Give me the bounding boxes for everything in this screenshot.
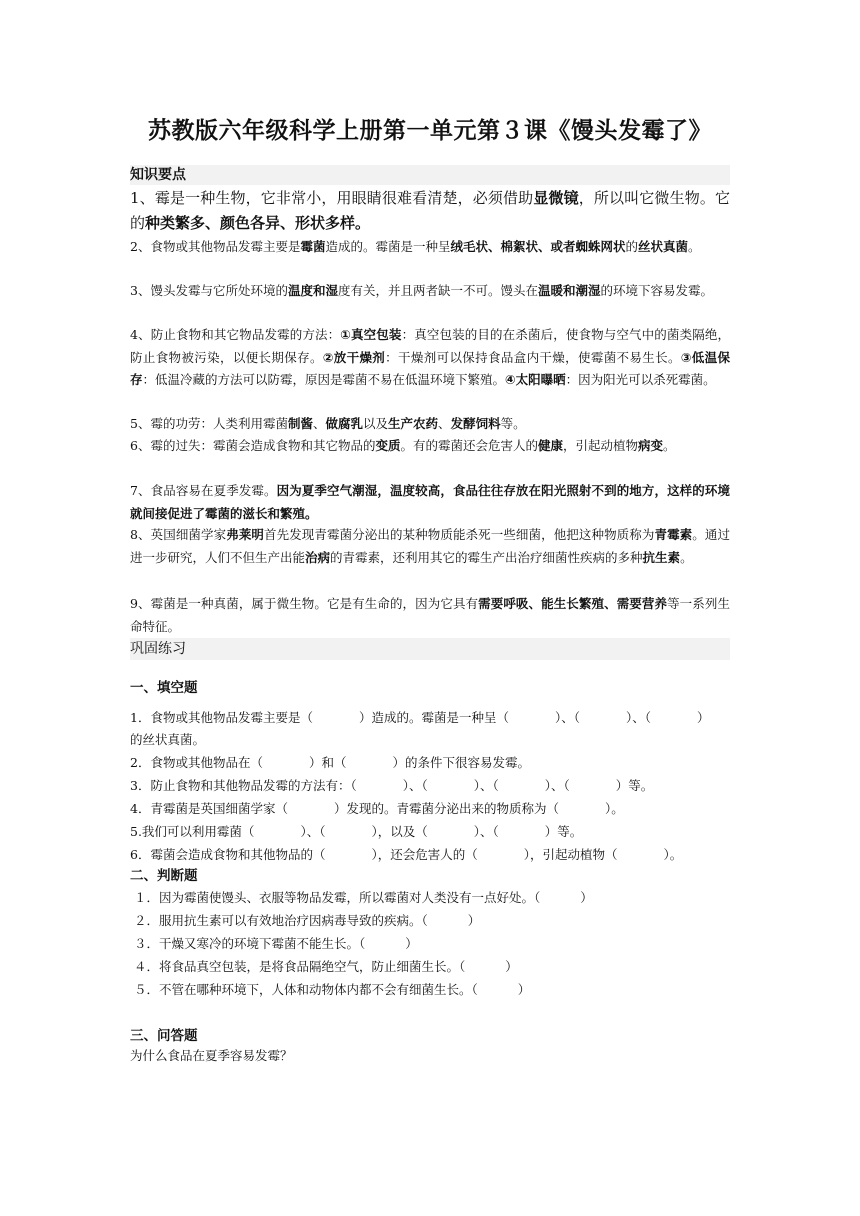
fill-question-2: 2．食物或其他物品在（ ）和（ ）的条件下很容易发霉。 bbox=[130, 755, 530, 770]
knowledge-point-4: 4、防止食物和其它物品发霉的方法：①真空包装：真空包装的目的在杀菌后，使食物与空气中的菌类隔绝，防止食物被污染，以便长期保存。②放干燥剂：干燥剂可以保持食品盒内干燥，使霉菌不易生长。③低温保存：低温冷藏的方法可以防霉，原因是霉菌不易在低温环境下繁殖。④太阳曝晒：因为阳光可以杀死霉菌。 bbox=[130, 327, 730, 387]
fill-section-heading: 一、填空题 bbox=[130, 680, 198, 696]
document-title: 苏教版六年级科学上册第一单元第３课《馒头发霉了》 bbox=[148, 118, 712, 144]
fill-question-6: 6．霉菌会造成食物和其他物品的（ ），还会危害人的（ ），引起动植物（ ）。 bbox=[130, 847, 683, 862]
knowledge-point-6: 6、霉的过失：霉菌会造成食物和其它物品的变质。有的霉菌还会危害人的健康，引起动植物病变。 bbox=[130, 438, 676, 453]
knowledge-point-3: 3、馒头发霉与它所处环境的温度和湿度有关，并且两者缺一不可。馒头在温暖和潮湿的环境下容易发霉。 bbox=[130, 283, 714, 298]
knowledge-point-8: 8、英国细菌学家弗莱明首先发现青霉菌分泌出的某种物质能杀死一些细菌，他把这种物质称为青霉素。通过进一步研究，人们不但生产出能治病的青霉素，还利用其它的霉生产出治疗细菌性疾病的多种抗生素。 bbox=[130, 527, 730, 565]
judge-section-heading: 二、判断题 bbox=[130, 868, 198, 884]
fill-question-3: 3．防止食物和其他物品发霉的方法有：（ ）、（ ）、（ ）、（ ）等。 bbox=[130, 778, 654, 793]
judge-question-4: ４．将食品真空包装，是将食品隔绝空气，防止细菌生长。（ ） bbox=[134, 959, 518, 974]
knowledge-point-1: 1、霉是一种生物，它非常小，用眼睛很难看清楚，必须借助显微镜，所以叫它微生物。它的种类繁多、颜色各异、形状多样。 bbox=[130, 189, 730, 232]
practice-heading: 巩固练习 bbox=[130, 638, 730, 660]
judge-question-1: １．因为霉菌使馒头、衣服等物品发霉，所以霉菌对人类没有一点好处。（ ） bbox=[134, 890, 593, 905]
knowledge-heading: 知识要点 bbox=[130, 165, 730, 185]
knowledge-point-5: 5、霉的功劳：人类利用霉菌制酱、做腐乳以及生产农药、发酵饲料等。 bbox=[130, 416, 526, 431]
knowledge-point-7: 7、食品容易在夏季发霉。因为夏季空气潮湿，温度较高，食品往往存放在阳光照射不到的地方，这样的环境就间接促进了霉菌的滋长和繁殖。 bbox=[130, 483, 730, 521]
qa-section-heading: 三、问答题 bbox=[130, 1028, 198, 1044]
fill-question-5: 5.我们可以利用霉菌（ ）、（ ），以及（ ）、（ ）等。 bbox=[130, 824, 583, 839]
judge-question-2: ２．服用抗生素可以有效地治疗因病毒导致的疾病。（ ） bbox=[134, 913, 481, 928]
judge-question-3: ３．干燥又寒冷的环境下霉菌不能生长。（ ） bbox=[134, 936, 418, 951]
fill-question-1: 1．食物或其他物品发霉主要是（ ）造成的。霉菌是一种呈（ ）、（ ）、（ ） bbox=[130, 710, 710, 725]
judge-question-5: ５．不管在哪种环境下，人体和动物体内都不会有细菌生长。（ ） bbox=[134, 982, 531, 997]
knowledge-point-2: 2、食物或其他物品发霉主要是霉菌造成的。霉菌是一种呈绒毛状、棉絮状、或者蜘蛛网状的丝状真菌。 bbox=[130, 239, 701, 254]
fill-question-4: 4．青霉菌是英国细菌学家（ ）发现的。青霉菌分泌出来的物质称为（ ）。 bbox=[130, 801, 624, 816]
knowledge-point-9: 9、霉菌是一种真菌，属于微生物。它是有生命的，因为它具有需要呼吸、能生长繁殖、需要营养等一系列生命特征。 bbox=[130, 596, 730, 634]
fill-question-1-cont: 的丝状真菌。 bbox=[130, 732, 206, 747]
qa-question: 为什么食品在夏季容易发霉？ bbox=[130, 1048, 293, 1063]
